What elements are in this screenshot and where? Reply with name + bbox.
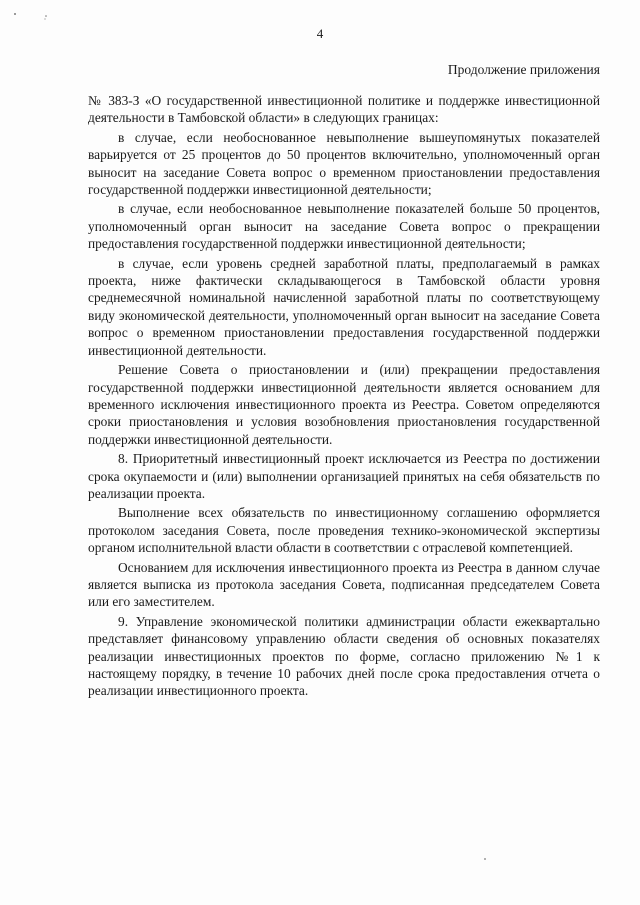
paragraph-case-25-50: в случае, если необоснованное невыполнение вышеупомянутых показателей варьируется от 25 процентов до 50 процентов включительно, уполномоченный орган выносит на заседание Совета вопрос о временном приостановлении предоставления государственной поддержки инвестиционной деятельности; <box>88 129 600 198</box>
page-number: 4 <box>316 26 324 41</box>
paragraph-exclusion-basis: Основанием для исключения инвестиционного проекта из Реестра в данном случае является выписка из протокола заседания Совета, подписанная председателем Совета или его заместителем. <box>88 559 600 610</box>
paragraph-case-over-50: в случае, если необоснованное невыполнение показателей больше 50 процентов, уполномоченный орган выносит на заседание Совета вопрос о прекращении предоставления государственной поддержки инвестиционной деятельности; <box>88 201 600 252</box>
paragraph-obligations: Выполнение всех обязательств по инвестиционному соглашению оформляется протоколом заседания Совета, после проведения технико-экономической экспертизы органом исполнительной власти области в соответствии с отраслевой компетенцией. <box>88 505 600 556</box>
scan-specks <box>12 10 52 24</box>
paragraph-item-8: 8. Приоритетный инвестиционный проект исключается из Реестра по достижении срока окупаемости и (или) выполнении организацией принятых на себя обязательств по реализации проекта. <box>88 451 600 501</box>
paragraph-case-wage: в случае, если уровень средней заработной платы, предполагаемый в рамках проекта, ниже фактически складывающегося в Тамбовской области уровня среднемесячной номинальной начисленной заработной платы по соответствующему виду экономической деятельности, уполномоченный орган выносит на заседание Совета вопрос о временном приостановлении предоставления государственной поддержки инвестиционной деятельности. <box>88 255 600 358</box>
document-body <box>88 92 600 702</box>
paragraph-council-decision: Решение Совета о приостановлении и (или) прекращении предоставления государственной поддержки инвестиционной деятельности является основанием для временного исключения инвестиционного проекта из Реестра. Советом определяются сроки приостановления и условия возобновления приостановления государственной поддержки инвестиционной деятельности. <box>88 362 600 447</box>
scan-dot <box>484 858 486 860</box>
continuation-label: Продолжение приложения <box>447 62 600 77</box>
paragraph-item-9: 9. Управление экономической политики администрации области ежеквартально представляет финансовому управлению области сведения об основных показателях реализации инвестиционных проектов по форме, согласно приложению №1 к настоящему порядку, в течение 10 рабочих дней после срока предоставления отчета о реализации инвестиционного проекта. <box>88 613 600 699</box>
paragraph-law-reference: № 383-З «О государственной инвестиционной политике и поддержке инвестиционной деятельности в Тамбовской области» в следующих границах: <box>88 93 600 126</box>
